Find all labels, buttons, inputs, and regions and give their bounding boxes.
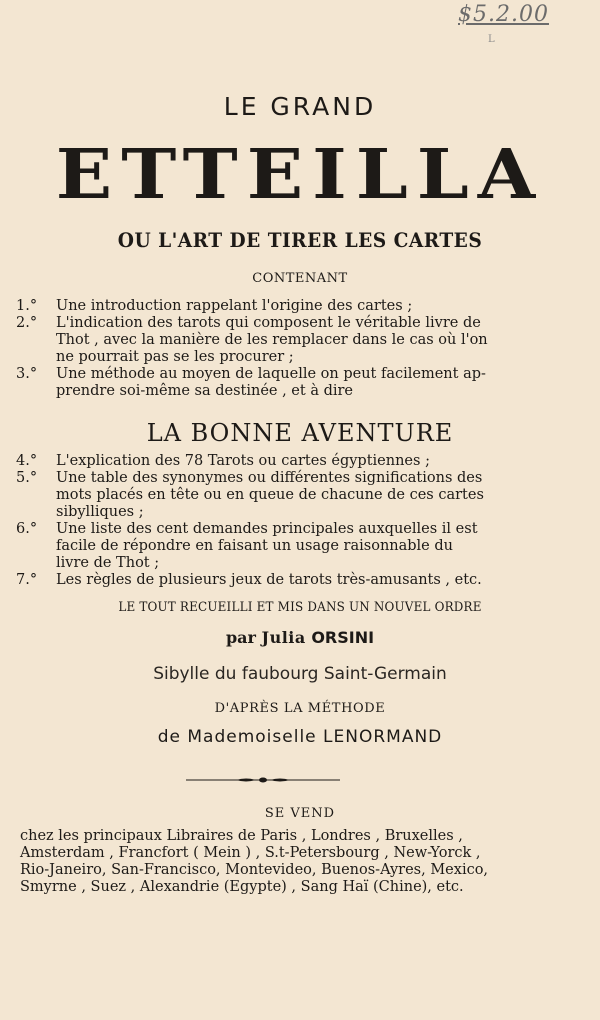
- item-number: 2.°: [16, 315, 38, 331]
- item-text: [56, 521, 586, 572]
- item-text: [56, 453, 586, 470]
- section-heading: LA BONNE AVENTURE: [146, 419, 454, 447]
- sellers-list: [20, 828, 580, 896]
- item-line: ne pourrait pas se les procurer ;: [56, 349, 294, 365]
- item-line: prendre soi-même sa destinée , et à dire: [56, 383, 354, 399]
- sellers-line: chez les principaux Libraires de Paris , Londres , Bruxelles ,: [20, 828, 463, 844]
- sales-heading: SE VEND: [264, 806, 336, 821]
- sellers-line: Smyrne , Suez , Alexandrie (Egypte) , Sang Haï (Chine), etc.: [20, 879, 464, 895]
- list-item: [16, 521, 586, 572]
- item-line: Une introduction rappelant l'origine des cartes ;: [56, 298, 413, 314]
- item-line: L'indication des tarots qui composent le véritable livre de: [56, 315, 481, 331]
- author-prefix: par: [225, 628, 256, 647]
- list-item: [16, 453, 586, 470]
- list-item: [16, 572, 586, 589]
- item-line: livre de Thot ;: [56, 555, 160, 571]
- item-line: facile de répondre en faisant un usage raisonnable du: [56, 538, 453, 554]
- author-last-name: ORSINI: [311, 628, 375, 647]
- item-line: mots placés en tête ou en queue de chacune de ces cartes: [56, 487, 484, 503]
- item-number: 6.°: [16, 521, 38, 537]
- item-number: 5.°: [16, 470, 38, 486]
- title-subtitle: OU L'ART DE TIRER LES CARTES: [117, 228, 483, 252]
- contents-list-a: [16, 298, 586, 400]
- item-number: 1.°: [16, 298, 38, 314]
- item-line: L'explication des 78 Tarots ou cartes égyptiennes ;: [56, 453, 430, 469]
- item-line: Thot , avec la manière de les remplacer dans le cas où l'on: [56, 332, 488, 348]
- item-line: sibylliques ;: [56, 504, 144, 520]
- ornament-divider: [186, 777, 340, 783]
- item-line: Une méthode au moyen de laquelle on peut facilement ap-: [56, 366, 486, 382]
- list-item: [16, 470, 586, 521]
- list-item: [16, 366, 586, 400]
- title-line-1: LE GRAND: [223, 92, 377, 121]
- author-first-name: Julia: [261, 628, 306, 647]
- item-text: [56, 315, 586, 366]
- item-number: 7.°: [16, 572, 38, 588]
- list-item: [16, 298, 586, 315]
- contents-list-b: [16, 453, 586, 589]
- item-line: Une table des synonymes ou différentes significations des: [56, 470, 483, 486]
- item-number: 4.°: [16, 453, 38, 469]
- item-text: [56, 298, 586, 315]
- item-text: [56, 572, 586, 589]
- item-text: [56, 470, 586, 521]
- method-author: de Mademoiselle LENORMAND: [157, 727, 443, 747]
- author-line: [0, 628, 600, 647]
- item-line: Une liste des cent demandes principales auxquelles il est: [56, 521, 478, 537]
- list-item: [16, 315, 586, 366]
- item-line: Les règles de plusieurs jeux de tarots très-amusants , etc.: [56, 572, 482, 588]
- sellers-line: Rio-Janeiro, San-Francisco, Montevideo, Buenos-Ayres, Mexico,: [20, 862, 489, 878]
- item-number: 3.°: [16, 366, 38, 382]
- contents-heading: CONTENANT: [252, 271, 348, 286]
- method-note: D'APRÈS LA MÉTHODE: [214, 701, 386, 716]
- title-main: ETTEILLA: [55, 135, 545, 215]
- item-text: [56, 366, 586, 400]
- compiled-note: LE TOUT RECUEILLI ET MIS DANS UN NOUVEL ORDRE: [118, 600, 482, 615]
- author-title: Sibylle du faubourg Saint-Germain: [153, 664, 447, 684]
- library-stamp-mark: L: [488, 34, 495, 45]
- sellers-line: Amsterdam , Francfort ( Mein ) , S.t-Petersbourg , New-Yorck ,: [20, 845, 481, 861]
- library-stamp: $5.2.00: [458, 2, 549, 27]
